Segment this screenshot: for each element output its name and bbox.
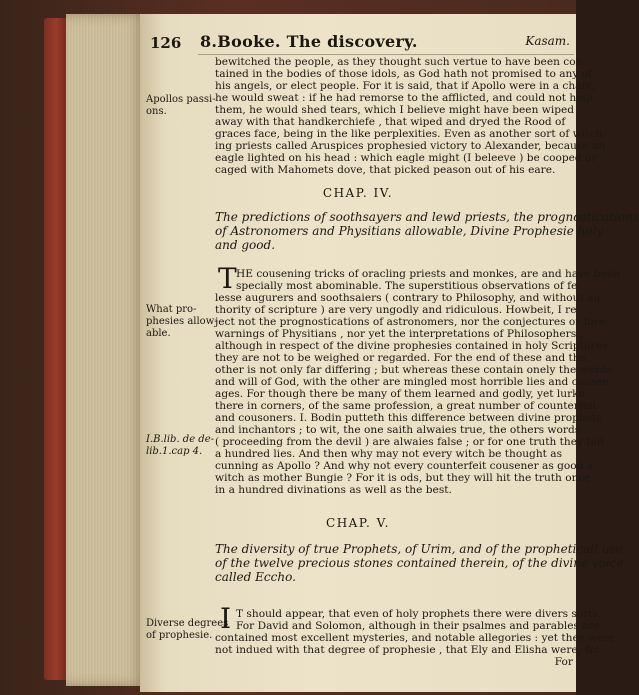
text-line: graces face, being in the like perplexities. Even as another sort of witch- (215, 128, 606, 140)
text-line: witch as mother Bungie ? For it is ods, but they will hit the truth once (215, 472, 591, 484)
sidenote-prophesies: What pro- phesies allow- able. (146, 304, 218, 339)
text-line: his angels, or elect people. For it is said, that if Apollo were in a chafe, (215, 80, 596, 92)
drop-cap: I (220, 602, 232, 635)
text-line: thority of scripture ) are very ungodly and ridiculous. Howbeit, I re- (215, 304, 581, 316)
sidenote-degrees: Diverse degrees of prophesie. (146, 618, 229, 641)
chapter-title-line: of the twelve precious stones contained therein, of the divine voice (215, 556, 624, 570)
chapter-title-line: and good. (215, 238, 276, 252)
text-line: and inchantors ; to wit, the one saith alwaies true, the others words (215, 424, 581, 436)
text-line: warnings of Physitians , nor yet the interpretations of Philosophers ; (215, 328, 584, 340)
text-line: specially most abominable. The superstitious observations of fe- (236, 280, 581, 292)
sidenote-apollo: Apollos passi- ons. (146, 94, 216, 117)
text-line: in a hundred divinations as well as the best. (215, 484, 452, 496)
chapter-title-line: The diversity of true Prophets, of Urim, and of the propheticall use (215, 542, 623, 556)
chapter-title-line: The predictions of soothsayers and lewd priests, the prognostications (215, 210, 639, 224)
chapter-heading: CHAP. IV. (322, 186, 394, 200)
running-head: 8.Booke. The discovery. (200, 32, 418, 51)
text-line: them, he would shed tears, which I believe might have been wiped (215, 104, 575, 116)
header-rule (198, 54, 574, 55)
drop-cap: T (218, 262, 237, 295)
sidenote-bodin: I.B.lib. de de- lib.1.cap 4. (146, 434, 215, 457)
chapter-title-line: of Astronomers and Physitians allowable, Divine Prophesie holy (215, 224, 604, 238)
text-line: ( proceeding from the devil ) are alwaies false ; or for one truth they tell (215, 436, 604, 448)
book-binding (44, 18, 68, 680)
text-line: ing priests called Aruspices prophesied victory to Alexander, because an (215, 140, 606, 152)
chapter-title-line: called Eccho. (215, 570, 296, 584)
page-number: 126 (150, 34, 182, 52)
text-line: and cousoners. I. Bodin putteth this difference between divine prophets (215, 412, 602, 424)
text-line: contained most excellent mysteries, and notable allegories : yet they were (215, 632, 615, 644)
text-line: lesse augurers and soothsaiers ( contrary to Philosophy, and without au- (215, 292, 604, 304)
text-line: ject not the prognostications of astronomers, nor the conjectures or fore- (215, 316, 609, 328)
text-line: eagle lighted on his head : which eagle might (I beleeve ) be cooped or (215, 152, 597, 164)
text-line: ages. For though there be many of them learned and godly, yet lurke (215, 388, 585, 400)
text-line: T should appear, that even of holy prophets there were divers sorts. (236, 608, 602, 620)
text-line: other is not only far differing ; but whereas these contain onely the words (215, 364, 613, 376)
text-line: away with that handkerchiefe , that wiped and dryed the Rood of (215, 116, 566, 128)
text-line: cunning as Apollo ? And why not every counterfeit cousener as good a (215, 460, 594, 472)
text-line: although in respect of the divine prophesies contained in holy Scriptures (215, 340, 608, 352)
text-line: For David and Solomon, although in their psalmes and parables are (236, 620, 600, 632)
catchword-header: Kasam. (525, 34, 570, 48)
text-line: there in corners, of the same profession, a great number of counterfeit (215, 400, 597, 412)
catchword: For (554, 656, 573, 668)
text-line: he would sweat : if he had remorse to the afflicted, and could not help (215, 92, 593, 104)
text-line: bewitched the people, as they thought such vertue to have been con- (215, 56, 586, 68)
text-line: HE cousening tricks of oracling priests and monkes, are and have been (236, 268, 620, 280)
chapter-heading: CHAP. V. (326, 516, 390, 530)
text-line: not indued with that degree of prophesie , that Ely and Elisha were, &c. (215, 644, 604, 656)
text-line: a hundred lies. And then why may not every witch be thought as (215, 448, 563, 460)
book-page (140, 14, 639, 692)
text-line: caged with Mahomets dove, that picked peason out of his eare. (215, 164, 556, 176)
text-line: they are not to be weighed or regarded. For the end of these and the (215, 352, 586, 364)
page-edges (66, 14, 146, 686)
text-line: and will of God, with the other are mingled most horrible lies and cousen- (215, 376, 613, 388)
text-line: tained in the bodies of those idols, as God hath not promised to any of (215, 68, 593, 80)
